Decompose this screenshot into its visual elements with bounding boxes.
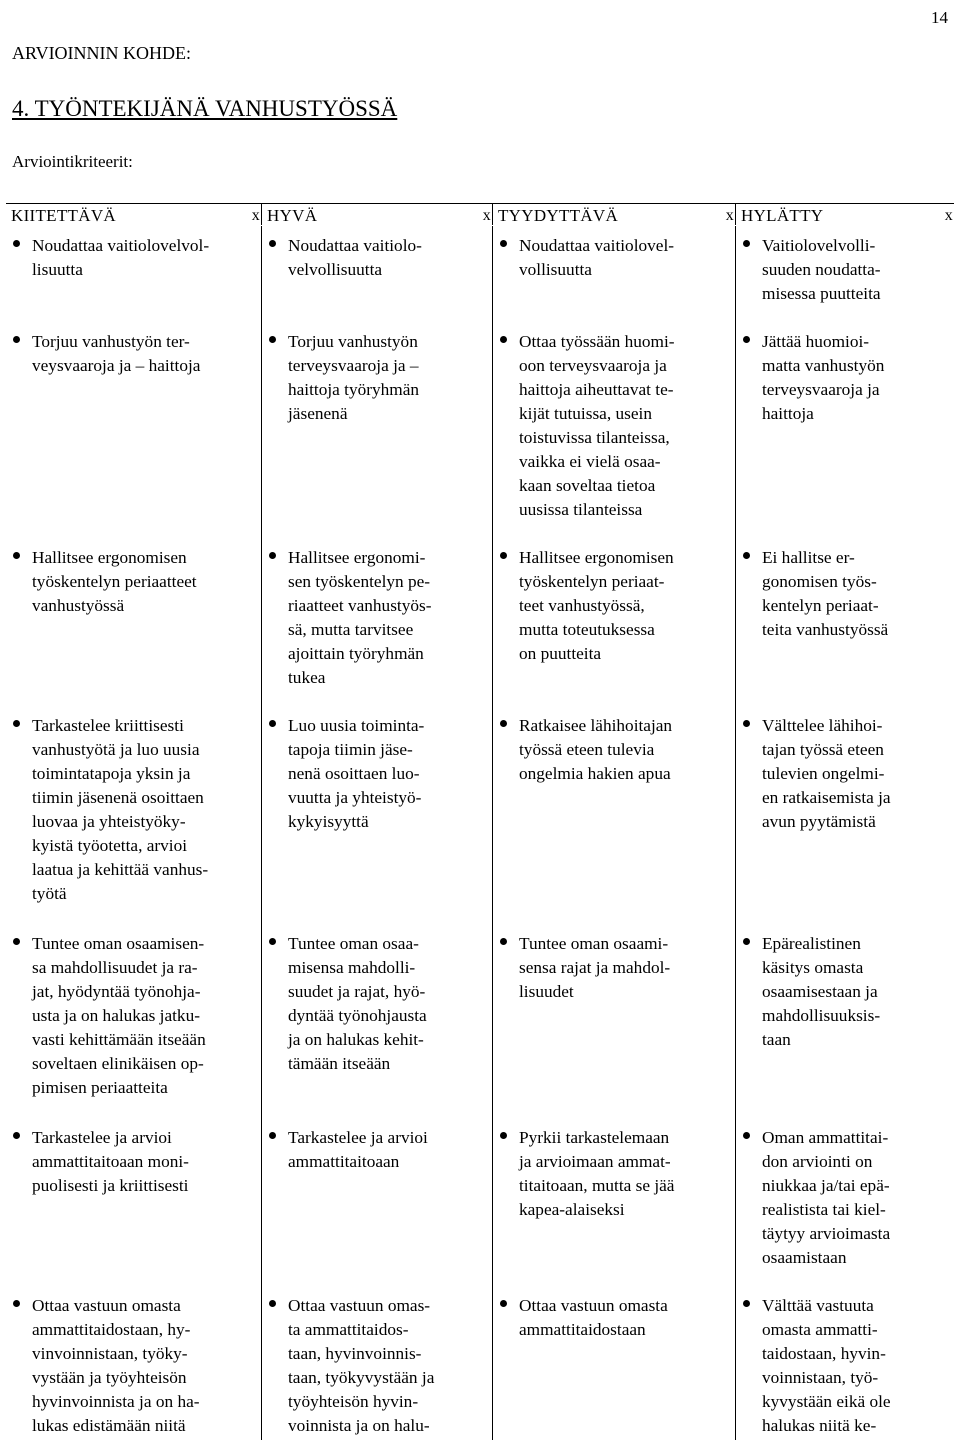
column-mark: x bbox=[725, 207, 734, 224]
criteria-text: Vaitiolovelvolli- suuden noudatta- misessa puutteita bbox=[762, 236, 881, 303]
bullet-icon bbox=[269, 552, 276, 559]
bullet-icon bbox=[500, 336, 507, 343]
column-header-label: TYYDYTTÄVÄ bbox=[498, 206, 619, 225]
criteria-text: Tuntee oman osaami- sensa rajat ja mahdol- lisuudet bbox=[519, 934, 671, 1001]
criteria-cell bbox=[261, 322, 492, 538]
criteria-cell bbox=[492, 924, 735, 1118]
bullet-icon bbox=[269, 1132, 276, 1139]
bullet-icon bbox=[743, 240, 750, 247]
bullet-icon bbox=[269, 240, 276, 247]
bullet-icon bbox=[13, 938, 20, 945]
bullet-icon bbox=[13, 1300, 20, 1307]
bullet-icon bbox=[743, 552, 750, 559]
criteria-cell bbox=[492, 706, 735, 924]
criteria-text: Jättää huomioi- matta vanhustyön terveysvaaroja ja haittoja bbox=[762, 332, 885, 423]
criteria-cell bbox=[6, 1118, 261, 1286]
criteria-cell bbox=[6, 706, 261, 924]
criteria-text: Ottaa vastuun omas- ta ammattitaidos- taan, hyvinvoinnis- taan, työkyvystään ja työyhteisön hyvin- voinnista ja on halu- bbox=[288, 1296, 435, 1435]
bullet-icon bbox=[13, 552, 20, 559]
criteria-cell bbox=[735, 538, 954, 706]
criteria-text: Hallitsee ergonomi- sen työskentelyn pe- riaatteet vanhustyös- sä, mutta tarvitsee ajoittain työryhmän tukea bbox=[288, 548, 432, 687]
criteria-cell bbox=[735, 322, 954, 538]
criteria-cell bbox=[261, 1286, 492, 1440]
criteria-text: Torjuu vanhustyön terveysvaaroja ja – haittoja työryhmän jäsenenä bbox=[288, 332, 420, 423]
criteria-cell bbox=[261, 538, 492, 706]
criteria-cell bbox=[735, 1286, 954, 1440]
bullet-icon bbox=[500, 552, 507, 559]
criteria-cell bbox=[261, 706, 492, 924]
criteria-cell bbox=[6, 226, 261, 322]
criteria-text: Hallitsee ergonomisen työskentelyn periaat- teet vanhustyössä, mutta toteutuksessa on puutteita bbox=[519, 548, 674, 663]
bullet-icon bbox=[743, 720, 750, 727]
criteria-text: Tuntee oman osaamisen- sa mahdollisuudet ja ra- jat, hyödyntää työnohja- usta ja on halukas jatku- vasti kehittämään itseään soveltaen elinikäisen op- pimisen periaatteita bbox=[32, 934, 206, 1097]
criteria-text: Noudattaa vaitiolo- velvollisuutta bbox=[288, 236, 422, 279]
criteria-cell bbox=[6, 322, 261, 538]
criteria-cell bbox=[735, 1118, 954, 1286]
page-number: 14 bbox=[931, 8, 948, 27]
criteria-text: Tarkastelee ja arvioi ammattitaitoaan bbox=[288, 1128, 428, 1171]
criteria-cell bbox=[735, 226, 954, 322]
criteria-cell bbox=[261, 924, 492, 1118]
section-label: ARVIOINNIN KOHDE: bbox=[12, 43, 192, 63]
bullet-icon bbox=[743, 336, 750, 343]
criteria-text: Tuntee oman osaa- misensa mahdolli- suudet ja rajat, hyö- dyntää työnohjausta ja on halukas kehit- tämään itseään bbox=[288, 934, 427, 1073]
criteria-text: Luo uusia toiminta- tapoja tiimin jäse- nenä osoittaen luo- vuutta ja yhteistyö- kykyisyyttä bbox=[288, 716, 425, 831]
column-header-tyydyttava bbox=[492, 203, 735, 225]
criteria-cell bbox=[6, 1286, 261, 1440]
column-mark: x bbox=[944, 207, 953, 224]
column-header-hyva bbox=[261, 203, 492, 225]
section-title: 4. TYÖNTEKIJÄNÄ VANHUSTYÖSSÄ bbox=[12, 96, 398, 121]
criteria-text: Ottaa vastuun omasta ammattitaidostaan, hy- vinvoinnistaan, työky- vystään ja työyhteisön hyvinvoinnista ja on ha- lukas edistämään niitä bbox=[32, 1296, 200, 1435]
criteria-text: Ottaa työssään huomi- oon terveysvaaroja ja haittoja aiheuttavat te- kijät tutuissa, usein toistuvissa tilanteissa, vaikka ei vielä osaa- kaan soveltaa tietoa uusissa tilanteissa bbox=[519, 332, 675, 519]
criteria-text: Ei hallitse er- gonomisen työs- kentelyn periaat- teita vanhustyössä bbox=[762, 548, 889, 639]
criteria-cell bbox=[6, 538, 261, 706]
criteria-text: Välttää vastuuta omasta ammatti- taidostaan, hyvin- voinnistaan, työ- kyvystään eikä ole halukas niitä ke- bbox=[762, 1296, 891, 1435]
criteria-cell bbox=[735, 706, 954, 924]
bullet-icon bbox=[269, 1300, 276, 1307]
bullet-icon bbox=[500, 240, 507, 247]
column-header-label: HYVÄ bbox=[267, 206, 318, 225]
bullet-icon bbox=[500, 938, 507, 945]
criteria-cell bbox=[6, 924, 261, 1118]
criteria-cell bbox=[492, 1286, 735, 1440]
column-mark: x bbox=[482, 207, 491, 224]
bullet-icon bbox=[13, 240, 20, 247]
bullet-icon bbox=[13, 720, 20, 727]
criteria-cell bbox=[261, 226, 492, 322]
bullet-icon bbox=[13, 336, 20, 343]
criteria-text: Hallitsee ergonomisen työskentelyn periaatteet vanhustyössä bbox=[32, 548, 197, 615]
criteria-text: Noudattaa vaitiolovelvol- lisuutta bbox=[32, 236, 210, 279]
criteria-text: Tarkastelee kriittisesti vanhustyötä ja luo uusia toimintatapoja yksin ja tiimin jäsenenä osoittaen luovaa ja yhteistyöky- kyistä työotetta, arvioi laatua ja kehittää vanhus- työtä bbox=[32, 716, 209, 903]
criteria-cell bbox=[261, 1118, 492, 1286]
criteria-table bbox=[6, 203, 954, 225]
criteria-text: Noudattaa vaitiolovel- vollisuutta bbox=[519, 236, 674, 279]
criteria-cell bbox=[492, 1118, 735, 1286]
criteria-label: Arviointikriteerit: bbox=[12, 152, 133, 171]
column-header-hylatty bbox=[735, 203, 954, 225]
criteria-cell bbox=[492, 226, 735, 322]
criteria-text: Ottaa vastuun omasta ammattitaidostaan bbox=[519, 1296, 668, 1339]
bullet-icon bbox=[500, 1132, 507, 1139]
criteria-text: Oman ammattitai- don arviointi on niukkaa ja/tai epä- realistista tai kiel- täytyy arvioimasta osaamistaan bbox=[762, 1128, 891, 1267]
criteria-text: Tarkastelee ja arvioi ammattitaitoaan moni- puolisesti ja kriittisesti bbox=[32, 1128, 189, 1195]
criteria-cell bbox=[735, 924, 954, 1118]
bullet-icon bbox=[269, 938, 276, 945]
bullet-icon bbox=[13, 1132, 20, 1139]
criteria-text: Epärealistinen käsitys omasta osaamisestaan ja mahdollisuuksis- taan bbox=[762, 934, 881, 1049]
bullet-icon bbox=[743, 1132, 750, 1139]
column-header-label: KIITETTÄVÄ bbox=[11, 206, 116, 225]
column-header-kiitettava bbox=[6, 203, 261, 225]
criteria-text: Pyrkii tarkastelemaan ja arvioimaan ammat- titaitoaan, mutta se jää kapea-alaiseksi bbox=[519, 1128, 675, 1219]
criteria-text: Ratkaisee lähihoitajan työssä eteen tulevia ongelmia hakien apua bbox=[519, 716, 673, 783]
criteria-text: Välttelee lähihoi- tajan työssä eteen tulevien ongelmi- en ratkaisemista ja avun pyytämistä bbox=[762, 716, 891, 831]
criteria-text: Torjuu vanhustyön ter- veysvaaroja ja – haittoja bbox=[32, 332, 201, 375]
bullet-icon bbox=[269, 336, 276, 343]
column-mark: x bbox=[251, 207, 260, 224]
column-header-label: HYLÄTTY bbox=[741, 206, 824, 225]
bullet-icon bbox=[743, 938, 750, 945]
bullet-icon bbox=[500, 720, 507, 727]
criteria-cell bbox=[492, 538, 735, 706]
criteria-cell bbox=[492, 322, 735, 538]
bullet-icon bbox=[269, 720, 276, 727]
bullet-icon bbox=[743, 1300, 750, 1307]
bullet-icon bbox=[500, 1300, 507, 1307]
